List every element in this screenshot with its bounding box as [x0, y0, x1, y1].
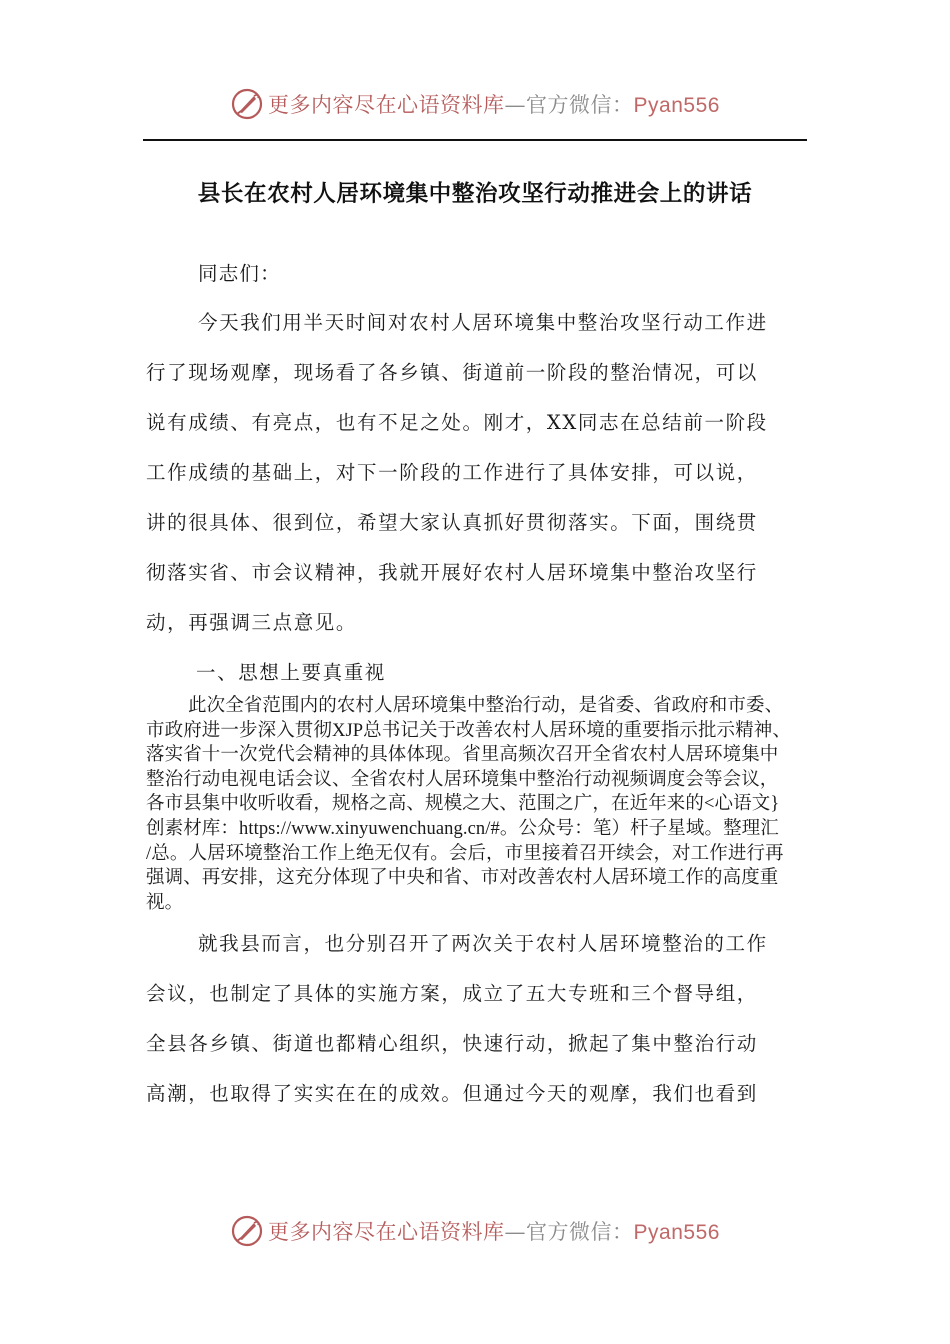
paragraph-3-line: 就我县而言，也分别召开了两次关于农村人居环境整治的工作 — [198, 932, 768, 955]
paragraph-2-line: 各市县集中收听收看，规格之高、规模之大、范围之广，在近年来的<心语文} — [146, 794, 780, 815]
header-divider — [143, 139, 807, 141]
header-banner-text — [268, 89, 720, 119]
paragraph-2-line: 视。 — [146, 892, 184, 913]
salutation-text: 同志们： — [198, 262, 281, 285]
footer-separator: — — [504, 1220, 527, 1244]
paragraph-1-line: 讲的很具体、很到位，希望大家认真抓好贯彻落实。下面，围绕贯 — [146, 511, 758, 534]
header-banner — [0, 84, 950, 124]
section-heading-1 — [146, 648, 806, 698]
footer-wechat-label: 官方微信： — [526, 1220, 634, 1244]
paragraph-1-line: 动，再强调三点意见。 — [146, 611, 358, 634]
paragraph-1-line: 工作成绩的基础上，对下一阶段的工作进行了具体安排，可以说， — [146, 461, 758, 484]
quill-logo-icon — [230, 87, 264, 121]
paragraph-1-line: 今天我们用半天时间对农村人居环境集中整治攻坚行动工作进 — [198, 311, 768, 334]
footer-banner — [0, 1211, 950, 1251]
paragraph-3-line: 会议，也制定了具体的实施方案，成立了五大专班和三个督导组， — [146, 982, 758, 1005]
paragraph-1-line: 彻落实省、市会议精神，我就开展好农村人居环境集中整治攻坚行 — [146, 561, 758, 584]
footer-wechat-id: Pyan556 — [633, 1221, 720, 1244]
paragraph-2-line: /总。人居环境整治工作上绝无仅有。会后，市里接着召开续会，对工作进行再 — [146, 843, 784, 864]
quill-logo-icon — [230, 1214, 264, 1248]
paragraph-3-line: 全县各乡镇、街道也都精心组织，快速行动，掀起了集中整治行动 — [146, 1032, 758, 1055]
paragraph-2-line: 此次全省范围内的农村人居环境集中整治行动，是省委、省政府和市委、 — [188, 696, 784, 716]
paragraph-2 — [146, 694, 806, 915]
header-wechat-label: 官方微信： — [526, 93, 634, 117]
paragraph-2-line: 创素材库：https://www.xinyuwenchuang.cn/#。公众号：笔）杆子星域。整理汇 — [146, 818, 779, 839]
document-title: 县长在农村人居环境集中整治攻坚行动推进会上的讲话 — [197, 181, 753, 207]
paragraph-1-line: 说有成绩、有亮点，也有不足之处。刚才，XX同志在总结前一阶段 — [146, 411, 768, 434]
header-brand-text: 更多内容尽在心语资料库 — [268, 93, 505, 117]
section-heading-text: 一、思想上要真重视 — [196, 661, 386, 684]
paragraph-2-line: 落实省十一次党代会精神的具体体现。省里高频次召开全省农村人居环境集中 — [146, 745, 779, 766]
paragraph-2-line: 市政府进一步深入贯彻XJP总书记关于改善农村人居环境的重要指示批示精神、 — [146, 720, 791, 741]
paragraph-3-line: 高潮，也取得了实实在在的成效。但通过今天的观摩，我们也看到 — [146, 1082, 758, 1105]
paragraph-2-line: 整治行动电视电话会议、全省农村人居环境集中整治行动视频调度会等会议， — [146, 769, 779, 790]
header-separator: — — [504, 93, 527, 117]
paragraph-1 — [146, 298, 806, 648]
paragraph-3 — [146, 919, 806, 1119]
salutation — [146, 258, 806, 286]
paragraph-2-line: 强调、再安排，这充分体现了中央和省、市对改善农村人居环境工作的高度重 — [146, 868, 779, 889]
footer-brand-text: 更多内容尽在心语资料库 — [268, 1220, 505, 1244]
footer-banner-text — [268, 1216, 720, 1246]
header-wechat-id: Pyan556 — [633, 94, 720, 117]
paragraph-1-line: 行了现场观摩，现场看了各乡镇、街道前一阶段的整治情况，可以 — [146, 361, 758, 384]
